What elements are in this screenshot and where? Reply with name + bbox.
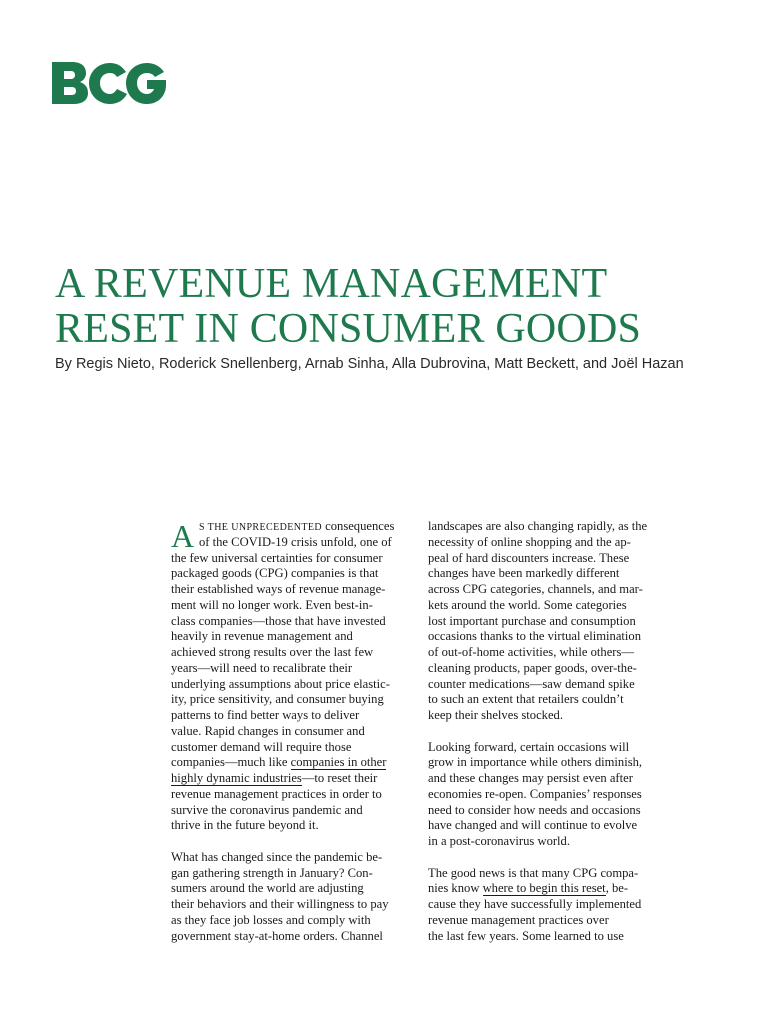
paragraph-5 — [428, 866, 673, 945]
text-line: ity, price sensitivity, and consumer buying — [171, 692, 384, 707]
bcg-logo — [50, 58, 166, 108]
text-line: achieved strong results over the last few — [171, 645, 374, 659]
text-line: What has changed since the pandemic be- — [171, 849, 383, 864]
title-line-2: RESET IN CONSUMER GOODS — [55, 306, 642, 352]
text-line: need to consider how needs and occasions — [428, 802, 641, 817]
text-line: cleaning products, paper goods, over-the- — [428, 660, 637, 675]
text-line: sumers around the world are adjusting — [171, 881, 364, 896]
text-line: survive the coronavirus pandemic and — [171, 802, 363, 817]
text-line — [171, 771, 413, 787]
text-line — [171, 755, 413, 771]
text-line: keep their shelves stocked. — [428, 708, 563, 722]
text-fragment: nies know — [428, 881, 483, 896]
text-line: revenue management practices in order to — [171, 786, 382, 801]
text-line: economies re-open. Companies’ responses — [428, 786, 642, 801]
text-line: of out-of-home activities, while others— — [428, 645, 634, 659]
text-line: as they face job losses and comply with — [171, 912, 371, 927]
text-line: cause they have successfully implemented — [428, 897, 642, 911]
link-dynamic-industries-cont[interactable]: highly dynamic industries — [171, 771, 302, 785]
text-line: counter medications—saw demand spike — [428, 676, 635, 691]
text-line: to such an extent that retailers couldn’t — [428, 692, 624, 707]
text-line: customer demand will require those — [171, 739, 352, 754]
text-line: necessity of online shopping and the ap- — [428, 534, 631, 549]
text-line: the few universal certainties for consumer — [171, 550, 383, 565]
text-fragment: consequences — [321, 519, 395, 533]
text-line: their behaviors and their willingness to pay — [171, 897, 389, 911]
text-line: gan gathering strength in January? Con- — [171, 865, 373, 880]
text-line: landscapes are also changing rapidly, as the — [428, 519, 648, 533]
text-line: ment will no longer work. Even best-in- — [171, 597, 373, 612]
text-line: kets around the world. Some categories — [428, 597, 627, 612]
text-line: and these changes may persist even after — [428, 771, 633, 785]
text-fragment: —to reset their — [301, 771, 378, 785]
text-line: patterns to find better ways to deliver — [171, 708, 360, 722]
text-line: revenue management practices over — [428, 912, 609, 927]
text-fragment: , be- — [605, 881, 629, 896]
body-column-left — [171, 519, 413, 944]
text-line — [428, 881, 673, 897]
paragraph-2 — [171, 850, 413, 945]
text-line: in a post-coronavirus world. — [428, 834, 570, 848]
text-fragment: companies—much like — [171, 755, 291, 770]
text-line: thrive in the future beyond it. — [171, 818, 319, 833]
text-line: underlying assumptions about price elastic- — [171, 676, 390, 691]
title-line-1: A REVENUE MANAGEMENT — [55, 261, 608, 307]
byline: By Regis Nieto, Roderick Snellenberg, Arnab Sinha, Alla Dubrovina, Matt Beckett, and Joël Hazan — [55, 356, 684, 372]
drop-cap: A — [171, 518, 195, 554]
paragraph-3 — [428, 519, 673, 724]
text-line: have changed and will continue to evolve — [428, 818, 638, 833]
small-caps-lead: S THE UNPRECEDENTED — [199, 522, 322, 533]
paragraph-4 — [428, 740, 673, 850]
text-line: heavily in revenue management and — [171, 629, 353, 644]
text-line: packaged goods (CPG) companies is that — [171, 566, 379, 581]
body-column-right — [428, 519, 673, 944]
link-dynamic-industries[interactable]: companies in other — [290, 755, 387, 770]
text-line: their established ways of revenue manage- — [171, 582, 386, 596]
text-line: changes have been markedly different — [428, 566, 620, 581]
article-title — [55, 262, 735, 352]
text-line: value. Rapid changes in consumer and — [171, 723, 365, 738]
text-line: occasions thanks to the virtual elimination — [428, 629, 641, 644]
text-line: grow in importance while others diminish, — [428, 755, 643, 770]
text-line: class companies—those that have invested — [171, 613, 386, 628]
text-line — [171, 519, 413, 535]
text-line: lost important purchase and consumption — [428, 613, 636, 628]
text-line: the last few years. Some learned to use — [428, 928, 624, 943]
text-line: peal of hard discounters increase. These — [428, 550, 630, 565]
text-line: Looking forward, certain occasions will — [428, 739, 630, 754]
text-line: government stay-at-home orders. Channel — [171, 928, 383, 943]
link-where-to-begin[interactable]: where to begin this reset — [482, 881, 606, 896]
text-line: of the COVID-19 crisis unfold, one of — [199, 534, 392, 549]
paragraph-1 — [171, 519, 413, 834]
text-line: The good news is that many CPG compa- — [428, 865, 639, 880]
text-line: years—will need to recalibrate their — [171, 660, 353, 675]
text-line: across CPG categories, channels, and mar- — [428, 582, 643, 596]
